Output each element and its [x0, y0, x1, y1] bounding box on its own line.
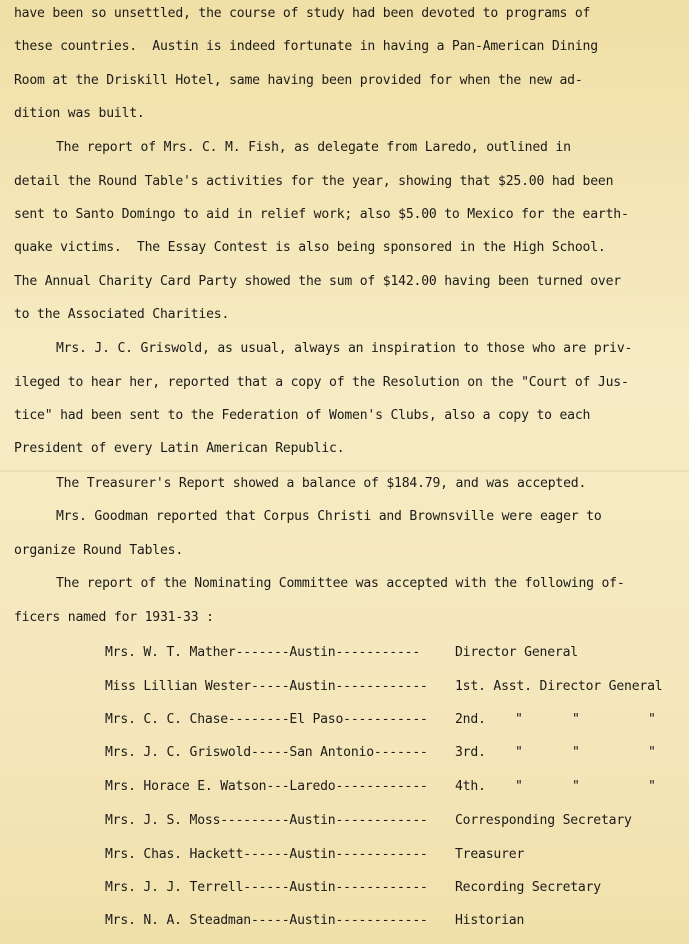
officer-name-city: Mrs. J. J. Terrell------Austin------------: [105, 880, 428, 895]
text-line: Mrs. J. C. Griswold, as usual, always an inspiration to those who are priv-: [56, 341, 633, 356]
paper-fold: [0, 470, 689, 472]
text-line: detail the Round Table's activities for the year, showing that $25.00 had been: [14, 174, 614, 189]
officer-name-city: Mrs. C. C. Chase--------El Paso-----------: [105, 712, 428, 727]
officer-office: Corresponding Secretary: [455, 813, 632, 828]
officer-row: [0, 645, 689, 661]
text-line: ileged to hear her, reported that a copy of the Resolution on the "Court of Jus-: [14, 375, 629, 390]
officer-office: Director General: [455, 645, 578, 660]
officer-name-city: Mrs. J. C. Griswold-----San Antonio-------: [105, 745, 428, 760]
officer-row: [0, 779, 689, 795]
text-line: dition was built.: [14, 106, 145, 121]
text-line: Mrs. Goodman reported that Corpus Christi and Brownsville were eager to: [56, 509, 602, 524]
officer-row: [0, 745, 689, 761]
text-line: sent to Santo Domingo to aid in relief work; also $5.00 to Mexico for the earth-: [14, 207, 629, 222]
officer-row: [0, 679, 689, 695]
officer-name-city: Mrs. Horace E. Watson---Laredo------------: [105, 779, 428, 794]
text-line: The Annual Charity Card Party showed the sum of $142.00 having been turned over: [14, 274, 621, 289]
text-line: Room at the Driskill Hotel, same having been provided for when the new ad-: [14, 73, 583, 88]
officer-row: [0, 813, 689, 829]
ditto-mark: ": [515, 745, 523, 760]
officer-name-city: Mrs. N. A. Steadman-----Austin------------: [105, 913, 428, 928]
text-line: President of every Latin American Republic.: [14, 441, 345, 456]
text-line: ficers named for 1931-33 :: [14, 610, 214, 625]
officer-name-city: Mrs. J. S. Moss---------Austin------------: [105, 813, 428, 828]
ditto-mark: ": [648, 745, 656, 760]
officer-office: Recording Secretary: [455, 880, 601, 895]
ditto-mark: ": [572, 712, 580, 727]
ditto-mark: ": [515, 779, 523, 794]
ditto-mark: ": [515, 712, 523, 727]
text-line: The report of Mrs. C. M. Fish, as delegate from Laredo, outlined in: [56, 140, 571, 155]
text-line: these countries. Austin is indeed fortunate in having a Pan-American Dining: [14, 39, 598, 54]
officer-office: 1st. Asst. Director General: [455, 679, 663, 694]
text-line: organize Round Tables.: [14, 543, 184, 558]
officer-row: [0, 880, 689, 896]
text-line: The Treasurer's Report showed a balance of $184.79, and was accepted.: [56, 476, 587, 491]
officer-name-city: Miss Lillian Wester-----Austin------------: [105, 679, 428, 694]
text-line: to the Associated Charities.: [14, 307, 230, 322]
text-line: have been so unsettled, the course of study had been devoted to programs of: [14, 6, 591, 21]
ditto-mark: ": [648, 712, 656, 727]
officer-row: [0, 712, 689, 728]
ditto-mark: ": [572, 745, 580, 760]
officer-office: 4th.: [455, 779, 486, 794]
ditto-mark: ": [572, 779, 580, 794]
officer-name-city: Mrs. Chas. Hackett------Austin------------: [105, 847, 428, 862]
officer-row: [0, 847, 689, 863]
officer-office: 2nd.: [455, 712, 486, 727]
officer-office: Treasurer: [455, 847, 525, 862]
text-line: quake victims. The Essay Contest is also being sponsored in the High School.: [14, 240, 606, 255]
officer-office: 3rd.: [455, 745, 486, 760]
text-line: The report of the Nominating Committee was accepted with the following of-: [56, 576, 625, 591]
text-line: tice" had been sent to the Federation of Women's Clubs, also a copy to each: [14, 408, 591, 423]
ditto-mark: ": [648, 779, 656, 794]
officer-office: Historian: [455, 913, 525, 928]
officer-row: [0, 913, 689, 929]
officer-name-city: Mrs. W. T. Mather-------Austin-----------: [105, 645, 421, 660]
